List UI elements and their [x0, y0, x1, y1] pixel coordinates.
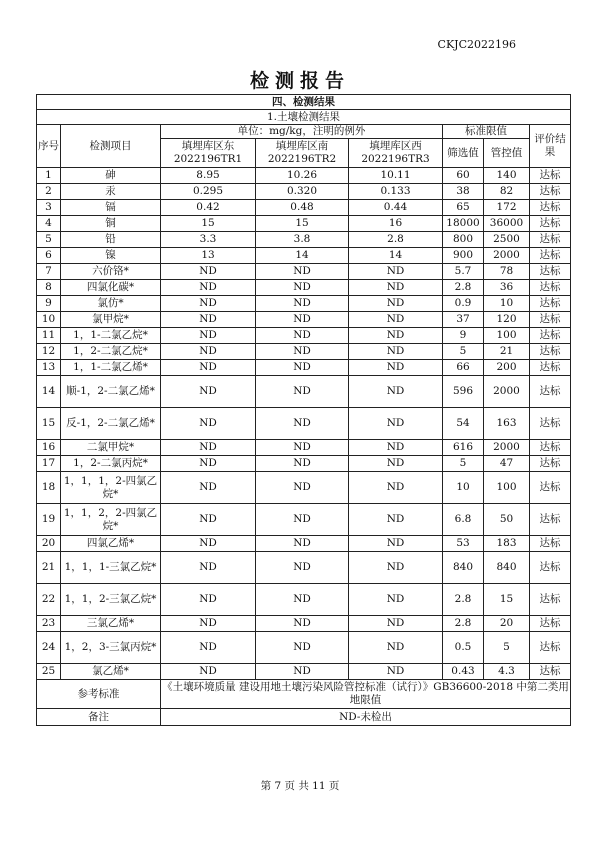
cell-screen-value: 6.8 — [443, 504, 484, 536]
cell-screen-value: 10 — [443, 472, 484, 504]
table-row — [37, 616, 571, 632]
cell-control-value: 172 — [484, 200, 530, 216]
cell-item: 四氯化碳* — [61, 280, 161, 296]
cell-control-value: 50 — [484, 504, 530, 536]
cell-evaluation: 达标 — [530, 664, 571, 680]
cell-tr1: ND — [161, 664, 256, 680]
cell-tr1: ND — [161, 296, 256, 312]
cell-tr3: ND — [349, 664, 443, 680]
cell-evaluation: 达标 — [530, 232, 571, 248]
cell-tr3: ND — [349, 456, 443, 472]
reference-row — [37, 680, 571, 709]
cell-screen-value: 18000 — [443, 216, 484, 232]
cell-screen-value: 2.8 — [443, 616, 484, 632]
cell-tr3: 14 — [349, 248, 443, 264]
cell-item: 氯仿* — [61, 296, 161, 312]
cell-seq: 4 — [37, 216, 61, 232]
cell-tr2: ND — [256, 328, 349, 344]
table-row — [37, 264, 571, 280]
cell-tr1: ND — [161, 264, 256, 280]
cell-tr1: ND — [161, 632, 256, 664]
cell-tr3: ND — [349, 360, 443, 376]
cell-screen-value: 0.9 — [443, 296, 484, 312]
cell-tr3: 16 — [349, 216, 443, 232]
cell-control-value: 2000 — [484, 248, 530, 264]
cell-tr2: ND — [256, 584, 349, 616]
cell-screen-value: 596 — [443, 376, 484, 408]
cell-tr3: ND — [349, 312, 443, 328]
cell-tr2: 15 — [256, 216, 349, 232]
cell-item: 1，1，1-三氯乙烷* — [61, 552, 161, 584]
cell-screen-value: 37 — [443, 312, 484, 328]
remark-row — [37, 709, 571, 726]
cell-item: 1，2，3-三氯丙烷* — [61, 632, 161, 664]
header-evaluation: 评价结果 — [530, 125, 571, 168]
cell-seq: 14 — [37, 376, 61, 408]
cell-tr2: ND — [256, 504, 349, 536]
cell-seq: 9 — [37, 296, 61, 312]
cell-control-value: 36000 — [484, 216, 530, 232]
cell-screen-value: 9 — [443, 328, 484, 344]
cell-screen-value: 38 — [443, 184, 484, 200]
cell-item: 1，1，1，2-四氯乙烷* — [61, 472, 161, 504]
cell-screen-value: 65 — [443, 200, 484, 216]
table-row — [37, 168, 571, 184]
cell-item: 1，2-二氯乙烷* — [61, 344, 161, 360]
cell-tr3: ND — [349, 296, 443, 312]
cell-seq: 25 — [37, 664, 61, 680]
cell-evaluation: 达标 — [530, 408, 571, 440]
cell-tr1: ND — [161, 360, 256, 376]
cell-tr3: ND — [349, 632, 443, 664]
cell-tr2: ND — [256, 296, 349, 312]
cell-screen-value: 5.7 — [443, 264, 484, 280]
cell-item: 1，1，2，2-四氯乙烷* — [61, 504, 161, 536]
cell-control-value: 2500 — [484, 232, 530, 248]
cell-tr3: ND — [349, 264, 443, 280]
table-row — [37, 344, 571, 360]
cell-screen-value: 53 — [443, 536, 484, 552]
cell-screen-value: 2.8 — [443, 584, 484, 616]
header-sample-east: 填埋库区东 2022196TR1 — [161, 139, 256, 168]
cell-screen-value: 5 — [443, 344, 484, 360]
cell-item: 铜 — [61, 216, 161, 232]
cell-tr1: ND — [161, 408, 256, 440]
cell-control-value: 840 — [484, 552, 530, 584]
header-screen-value: 筛选值 — [443, 139, 484, 168]
header-sample-south: 填埋库区南 2022196TR2 — [256, 139, 349, 168]
cell-evaluation: 达标 — [530, 296, 571, 312]
cell-evaluation: 达标 — [530, 456, 571, 472]
table-row — [37, 184, 571, 200]
cell-tr2: ND — [256, 536, 349, 552]
cell-evaluation: 达标 — [530, 344, 571, 360]
cell-control-value: 200 — [484, 360, 530, 376]
cell-evaluation: 达标 — [530, 184, 571, 200]
cell-seq: 21 — [37, 552, 61, 584]
cell-item: 反-1，2-二氯乙烯* — [61, 408, 161, 440]
cell-evaluation: 达标 — [530, 360, 571, 376]
cell-item: 顺-1，2-二氯乙烯* — [61, 376, 161, 408]
cell-tr2: 0.48 — [256, 200, 349, 216]
cell-screen-value: 800 — [443, 232, 484, 248]
cell-evaluation: 达标 — [530, 248, 571, 264]
cell-tr1: ND — [161, 376, 256, 408]
cell-tr3: ND — [349, 552, 443, 584]
cell-evaluation: 达标 — [530, 328, 571, 344]
cell-item: 1，2-二氯丙烷* — [61, 456, 161, 472]
header-standard: 标准限值 — [443, 125, 530, 139]
cell-tr3: ND — [349, 616, 443, 632]
cell-tr2: 3.8 — [256, 232, 349, 248]
cell-seq: 2 — [37, 184, 61, 200]
table-row — [37, 632, 571, 664]
cell-screen-value: 900 — [443, 248, 484, 264]
cell-tr2: ND — [256, 472, 349, 504]
cell-tr1: ND — [161, 472, 256, 504]
table-row — [37, 408, 571, 440]
cell-evaluation: 达标 — [530, 376, 571, 408]
cell-screen-value: 60 — [443, 168, 484, 184]
cell-tr3: ND — [349, 584, 443, 616]
cell-seq: 12 — [37, 344, 61, 360]
cell-evaluation: 达标 — [530, 216, 571, 232]
cell-screen-value: 5 — [443, 456, 484, 472]
table-row — [37, 456, 571, 472]
cell-tr1: 15 — [161, 216, 256, 232]
cell-seq: 8 — [37, 280, 61, 296]
results-table — [36, 94, 571, 726]
cell-tr3: ND — [349, 536, 443, 552]
cell-tr1: ND — [161, 504, 256, 536]
report-title: 检测报告 — [249, 70, 350, 92]
cell-tr2: ND — [256, 552, 349, 584]
cell-tr3: ND — [349, 504, 443, 536]
cell-item: 氯甲烷* — [61, 312, 161, 328]
cell-control-value: 15 — [484, 584, 530, 616]
cell-item: 镍 — [61, 248, 161, 264]
cell-tr2: ND — [256, 456, 349, 472]
cell-item: 1，1-二氯乙烷* — [61, 328, 161, 344]
cell-seq: 5 — [37, 232, 61, 248]
cell-tr1: ND — [161, 552, 256, 584]
cell-control-value: 10 — [484, 296, 530, 312]
cell-item: 镉 — [61, 200, 161, 216]
cell-tr3: ND — [349, 280, 443, 296]
cell-tr1: ND — [161, 536, 256, 552]
cell-tr1: 0.42 — [161, 200, 256, 216]
cell-seq: 7 — [37, 264, 61, 280]
cell-tr2: ND — [256, 360, 349, 376]
cell-tr2: ND — [256, 280, 349, 296]
table-row — [37, 248, 571, 264]
cell-item: 六价铬* — [61, 264, 161, 280]
cell-item: 1，1，2-三氯乙烷* — [61, 584, 161, 616]
cell-evaluation: 达标 — [530, 472, 571, 504]
cell-tr2: ND — [256, 616, 349, 632]
cell-screen-value: 66 — [443, 360, 484, 376]
table-row — [37, 280, 571, 296]
table-row — [37, 360, 571, 376]
subsection-title: 1.土壤检测结果 — [37, 110, 571, 125]
cell-seq: 22 — [37, 584, 61, 616]
cell-screen-value: 0.5 — [443, 632, 484, 664]
table-row — [37, 552, 571, 584]
cell-seq: 13 — [37, 360, 61, 376]
cell-control-value: 2000 — [484, 440, 530, 456]
cell-evaluation: 达标 — [530, 200, 571, 216]
cell-evaluation: 达标 — [530, 632, 571, 664]
cell-tr1: ND — [161, 344, 256, 360]
cell-tr2: ND — [256, 632, 349, 664]
cell-evaluation: 达标 — [530, 504, 571, 536]
cell-screen-value: 0.43 — [443, 664, 484, 680]
page-footer: 第 7 页 共 11 页 — [260, 780, 340, 792]
table-row — [37, 504, 571, 536]
cell-item: 铅 — [61, 232, 161, 248]
cell-screen-value: 2.8 — [443, 280, 484, 296]
cell-control-value: 120 — [484, 312, 530, 328]
cell-tr1: 3.3 — [161, 232, 256, 248]
cell-tr1: ND — [161, 312, 256, 328]
cell-seq: 24 — [37, 632, 61, 664]
cell-tr1: 8.95 — [161, 168, 256, 184]
table-row — [37, 440, 571, 456]
cell-seq: 11 — [37, 328, 61, 344]
cell-evaluation: 达标 — [530, 264, 571, 280]
cell-seq: 20 — [37, 536, 61, 552]
cell-seq: 23 — [37, 616, 61, 632]
cell-seq: 16 — [37, 440, 61, 456]
section-row — [37, 95, 571, 110]
cell-control-value: 78 — [484, 264, 530, 280]
cell-tr1: ND — [161, 584, 256, 616]
cell-tr2: 10.26 — [256, 168, 349, 184]
cell-item: 氯乙烯* — [61, 664, 161, 680]
header-seq: 序号 — [37, 125, 61, 168]
cell-tr3: 0.44 — [349, 200, 443, 216]
cell-screen-value: 840 — [443, 552, 484, 584]
cell-control-value: 21 — [484, 344, 530, 360]
table-row — [37, 216, 571, 232]
header-item: 检测项目 — [61, 125, 161, 168]
header-sample-west: 填埋库区西 2022196TR3 — [349, 139, 443, 168]
cell-tr1: ND — [161, 328, 256, 344]
cell-item: 砷 — [61, 168, 161, 184]
cell-control-value: 4.3 — [484, 664, 530, 680]
cell-control-value: 47 — [484, 456, 530, 472]
table-row — [37, 232, 571, 248]
cell-seq: 3 — [37, 200, 61, 216]
cell-tr2: ND — [256, 344, 349, 360]
cell-item: 三氯乙烯* — [61, 616, 161, 632]
document-code: CKJC2022196 — [437, 38, 516, 51]
table-row — [37, 200, 571, 216]
remark-label: 备注 — [37, 709, 161, 726]
cell-seq: 15 — [37, 408, 61, 440]
cell-seq: 10 — [37, 312, 61, 328]
table-row — [37, 296, 571, 312]
header-unit-note: 单位：mg/kg，注明的例外 — [161, 125, 443, 139]
cell-seq: 1 — [37, 168, 61, 184]
cell-tr3: ND — [349, 376, 443, 408]
cell-tr2: ND — [256, 408, 349, 440]
cell-seq: 17 — [37, 456, 61, 472]
remark-text: ND-未检出 — [161, 709, 571, 726]
cell-control-value: 140 — [484, 168, 530, 184]
cell-tr1: 0.295 — [161, 184, 256, 200]
cell-tr1: 13 — [161, 248, 256, 264]
cell-tr2: ND — [256, 312, 349, 328]
cell-tr1: ND — [161, 440, 256, 456]
cell-control-value: 2000 — [484, 376, 530, 408]
reference-label: 参考标准 — [37, 680, 161, 709]
cell-tr3: ND — [349, 328, 443, 344]
cell-evaluation: 达标 — [530, 536, 571, 552]
cell-evaluation: 达标 — [530, 168, 571, 184]
cell-item: 四氯乙烯* — [61, 536, 161, 552]
cell-item: 1，1-二氯乙烯* — [61, 360, 161, 376]
table-row — [37, 584, 571, 616]
cell-evaluation: 达标 — [530, 616, 571, 632]
cell-control-value: 36 — [484, 280, 530, 296]
cell-tr3: ND — [349, 408, 443, 440]
cell-control-value: 100 — [484, 472, 530, 504]
cell-evaluation: 达标 — [530, 552, 571, 584]
header-control-value: 管控值 — [484, 139, 530, 168]
table-row — [37, 328, 571, 344]
cell-screen-value: 54 — [443, 408, 484, 440]
cell-tr1: ND — [161, 456, 256, 472]
table-row — [37, 536, 571, 552]
cell-evaluation: 达标 — [530, 440, 571, 456]
cell-item: 二氯甲烷* — [61, 440, 161, 456]
cell-tr2: 14 — [256, 248, 349, 264]
cell-control-value: 183 — [484, 536, 530, 552]
cell-tr3: ND — [349, 344, 443, 360]
reference-text: 《土壤环境质量 建设用地土壤污染风险管控标准（试行）》GB36600-2018 中第二类用地限值 — [161, 680, 571, 709]
cell-control-value: 163 — [484, 408, 530, 440]
cell-control-value: 5 — [484, 632, 530, 664]
cell-tr1: ND — [161, 280, 256, 296]
cell-tr2: ND — [256, 440, 349, 456]
cell-control-value: 20 — [484, 616, 530, 632]
cell-tr2: ND — [256, 264, 349, 280]
section-title: 四、检测结果 — [37, 95, 571, 110]
table-row — [37, 312, 571, 328]
table-row — [37, 664, 571, 680]
cell-item: 汞 — [61, 184, 161, 200]
cell-control-value: 100 — [484, 328, 530, 344]
cell-tr3: ND — [349, 472, 443, 504]
table-row — [37, 472, 571, 504]
cell-tr3: ND — [349, 440, 443, 456]
cell-tr3: 10.11 — [349, 168, 443, 184]
cell-seq: 19 — [37, 504, 61, 536]
cell-tr3: 0.133 — [349, 184, 443, 200]
cell-tr2: 0.320 — [256, 184, 349, 200]
cell-evaluation: 达标 — [530, 312, 571, 328]
cell-tr3: 2.8 — [349, 232, 443, 248]
cell-seq: 18 — [37, 472, 61, 504]
cell-seq: 6 — [37, 248, 61, 264]
subsection-row — [37, 110, 571, 125]
cell-tr1: ND — [161, 616, 256, 632]
cell-tr2: ND — [256, 376, 349, 408]
header-row-1 — [37, 125, 571, 139]
table-row — [37, 376, 571, 408]
cell-screen-value: 616 — [443, 440, 484, 456]
cell-evaluation: 达标 — [530, 280, 571, 296]
cell-control-value: 82 — [484, 184, 530, 200]
cell-tr2: ND — [256, 664, 349, 680]
cell-evaluation: 达标 — [530, 584, 571, 616]
